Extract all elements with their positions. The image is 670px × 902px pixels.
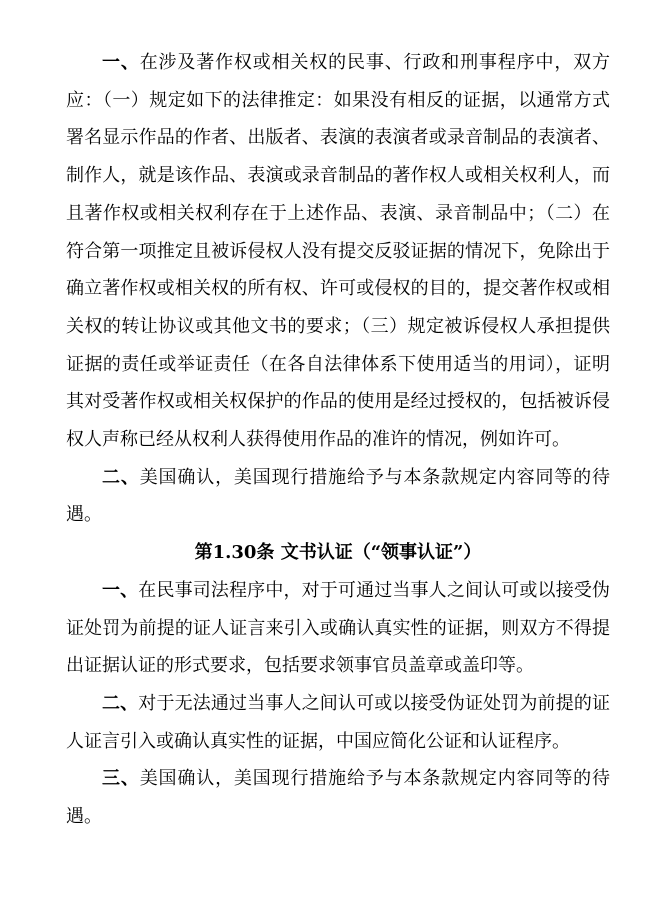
paragraph-number: 二、	[102, 692, 139, 714]
article-129-paragraph-2	[66, 459, 610, 534]
article-129-paragraph-1	[66, 44, 610, 459]
document-page	[66, 44, 610, 836]
article-130-paragraph-2	[66, 685, 610, 760]
paragraph-number: 一、	[102, 52, 140, 73]
paragraph-text: 对于无法通过当事人之间认可或以接受伪证处罚为前提的证人证言引入或确认真实性的证据，中国应简化公证和认证程序。	[66, 692, 610, 752]
article-130-paragraph-3	[66, 760, 610, 835]
paragraph-text: 在涉及著作权或相关权的民事、行政和刑事程序中，双方应：（一）规定如下的法律推定：如果没有相反的证据，以通常方式署名显示作品的作者、出版者、表演的表演者或录音制品的表演者、制作人，就是该作品、表演或录音制品的著作权人或相关权利人，而且著作权或相关权利存在于上述作品、表演、录音制品中；（二）在符合第一项推定且被诉侵权人没有提交反驳证据的情况下，免除出于确立著作权或相关权的所有权、许可或侵权的目的，提交著作权或相关权的转让协议或其他文书的要求；（三）规定被诉侵权人承担提供证据的责任或举证责任（在各自法律体系下使用适当的用词），证明其对受著作权或相关权保护的作品的使用是经过授权的，包括被诉侵权人声称已经从权利人获得使用作品的准许的情况，例如许可。	[66, 52, 611, 451]
paragraph-number: 三、	[102, 768, 140, 790]
article-130-heading: 第1.30条 文书认证（“领事认证”）	[194, 542, 482, 564]
paragraph-number: 一、	[102, 579, 139, 601]
paragraph-text: 美国确认，美国现行措施给予与本条款规定内容同等的待遇。	[66, 466, 611, 526]
article-130-paragraph-1	[66, 572, 610, 685]
paragraph-number: 二、	[102, 466, 140, 488]
paragraph-text: 在民事司法程序中，对于可通过当事人之间认可或以接受伪证处罚为前提的证人证言来引入或确认真实性的证据，则双方不得提出证据认证的形式要求，包括要求领事官员盖章或盖印等。	[66, 579, 610, 677]
paragraph-text: 美国确认，美国现行措施给予与本条款规定内容同等的待遇。	[66, 768, 611, 828]
